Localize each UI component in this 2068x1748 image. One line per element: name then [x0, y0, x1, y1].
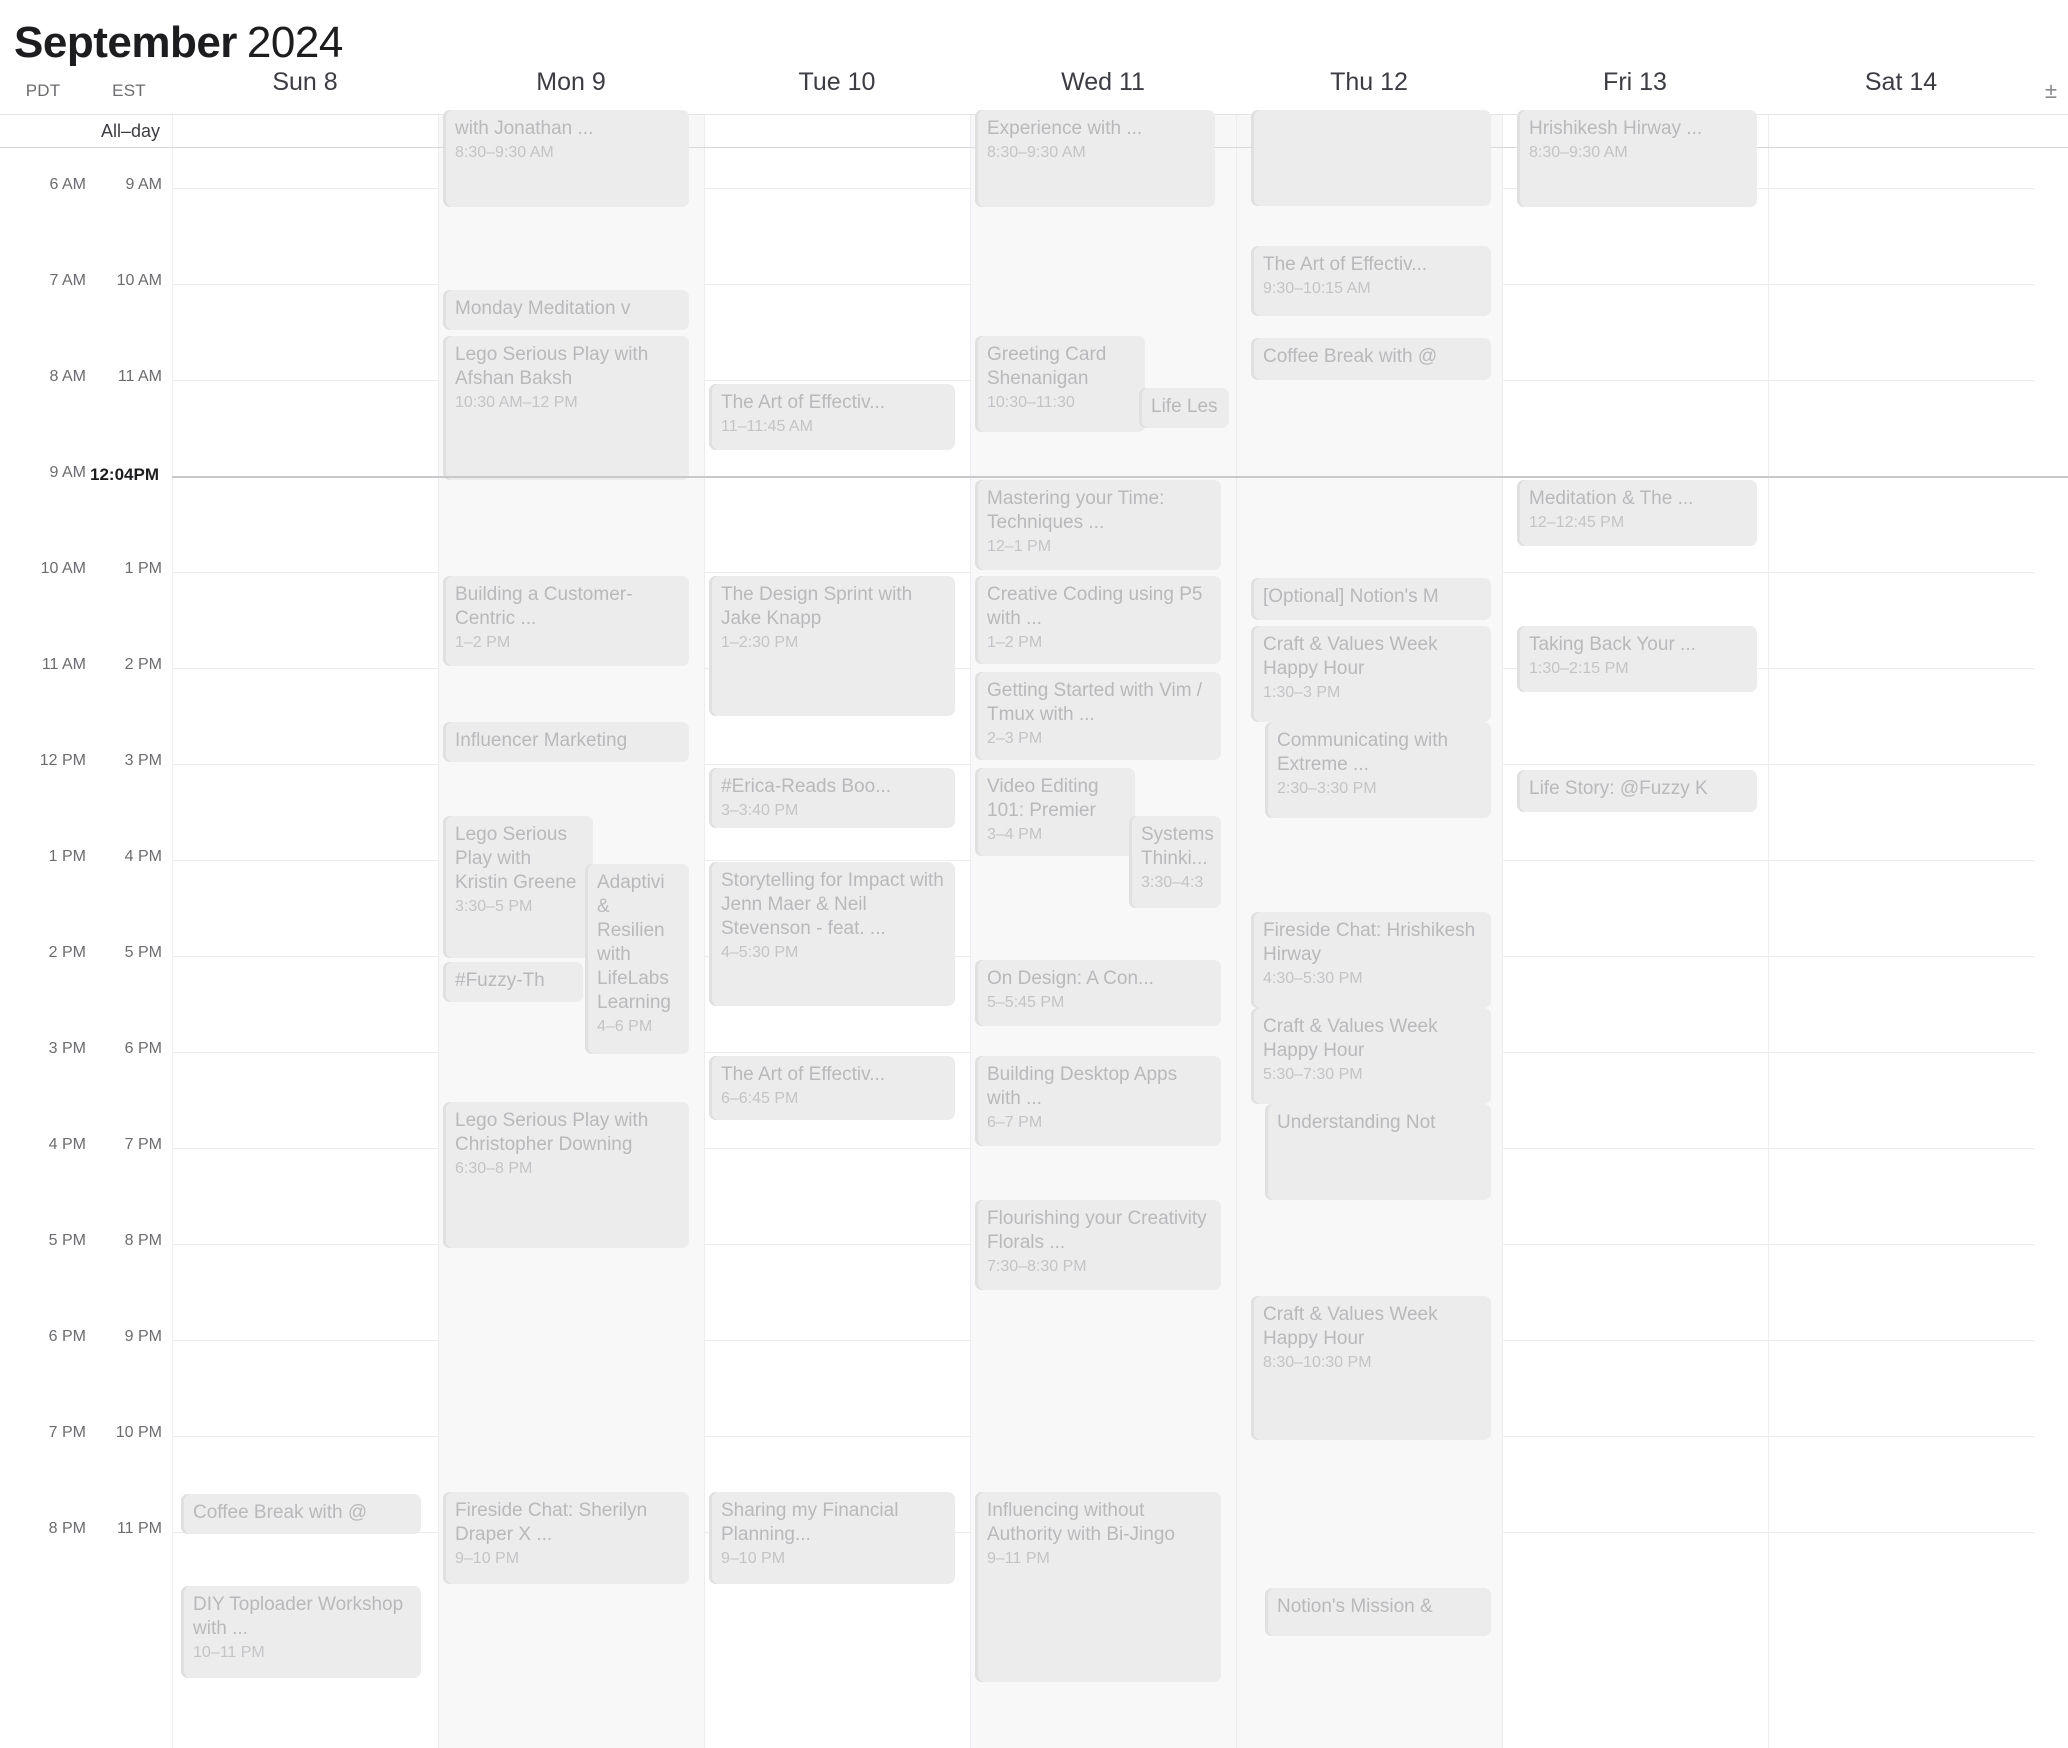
- timezone-labels: [0, 68, 172, 114]
- event-title: Craft & Values Week Happy Hour: [1263, 634, 1438, 679]
- event-block[interactable]: [1251, 1296, 1491, 1440]
- event-block[interactable]: [1251, 578, 1491, 620]
- event-block[interactable]: [443, 576, 689, 666]
- event-block[interactable]: [443, 816, 593, 958]
- day-header-sat[interactable]: Sat 14: [1864, 68, 1938, 96]
- event-block[interactable]: [1265, 1588, 1491, 1636]
- event-title: Coffee Break with @: [193, 1502, 368, 1523]
- all-day-label: All–day: [100, 121, 160, 141]
- event-title: Lego Serious Play with Afshan Baksh: [455, 344, 649, 389]
- event-block[interactable]: [1129, 816, 1221, 908]
- event-block[interactable]: [181, 1586, 421, 1678]
- hour-label-pdt: 11 AM: [41, 656, 86, 673]
- current-time-line: [172, 476, 2068, 478]
- event-title: Creative Coding using P5 with ...: [987, 584, 1203, 629]
- event-title: Coffee Break with @: [1263, 346, 1438, 367]
- event-time: 9–10 PM: [455, 1550, 520, 1567]
- event-time: 9–11 PM: [987, 1550, 1050, 1567]
- hour-label-pdt: 4 PM: [48, 1136, 86, 1153]
- hour-label-est: 3 PM: [124, 752, 162, 769]
- event-time: 2–3 PM: [987, 730, 1043, 747]
- event-time: 3–4 PM: [987, 826, 1043, 843]
- event-block[interactable]: [709, 1056, 955, 1120]
- event-title: The Art of Effectiv...: [721, 392, 886, 413]
- event-block[interactable]: [1251, 338, 1491, 380]
- event-title: Understanding Not: [1277, 1112, 1436, 1133]
- event-block[interactable]: [975, 1492, 1221, 1682]
- event-title: Building Desktop Apps with ...: [987, 1064, 1178, 1109]
- day-column-sat[interactable]: [1768, 148, 2034, 1748]
- event-block[interactable]: [585, 864, 689, 1054]
- hour-label-est: 11 PM: [116, 1520, 162, 1537]
- event-block[interactable]: [1517, 770, 1757, 812]
- day-header-row: [0, 68, 2068, 114]
- hour-label-pdt: 5 PM: [48, 1232, 86, 1249]
- calendar-header: [0, 0, 2068, 68]
- day-header-sun[interactable]: Sun 8: [272, 68, 338, 96]
- event-block[interactable]: [975, 336, 1145, 432]
- event-block[interactable]: [1265, 1104, 1491, 1200]
- hour-label-pdt: 7 AM: [49, 272, 86, 289]
- hour-label-est: 10 AM: [116, 272, 162, 289]
- event-block[interactable]: [1251, 626, 1491, 722]
- page-title-year: 2024: [246, 18, 343, 67]
- event-time: 1:30–2:15 PM: [1529, 660, 1629, 677]
- event-block[interactable]: [1265, 722, 1491, 818]
- hour-label-pdt: 6 PM: [48, 1328, 86, 1345]
- event-block[interactable]: [1517, 110, 1757, 207]
- event-title: #Erica-Reads Boo...: [721, 776, 892, 797]
- hour-label-est: 4 PM: [124, 848, 162, 865]
- hour-label-column: [0, 148, 172, 1748]
- event-title: Notion's Mission &: [1277, 1596, 1433, 1617]
- day-header-fri[interactable]: Fri 13: [1603, 68, 1667, 96]
- hour-label-est: 10 PM: [115, 1424, 162, 1441]
- event-block[interactable]: [1517, 480, 1757, 546]
- event-time: 8:30–9:30 AM: [987, 144, 1086, 161]
- event-block[interactable]: [709, 862, 955, 1006]
- event-block[interactable]: [443, 336, 689, 480]
- event-title: Flourishing your Creativity Florals ...: [987, 1208, 1207, 1253]
- all-day-spacer: [2034, 115, 2068, 147]
- event-block[interactable]: [443, 722, 689, 762]
- hour-label-pdt: 9 AM: [49, 464, 86, 481]
- event-block[interactable]: [975, 768, 1135, 856]
- event-block[interactable]: [709, 768, 955, 828]
- hour-label-est: 7 PM: [124, 1136, 162, 1153]
- event-block[interactable]: [709, 384, 955, 450]
- event-time: 8:30–9:30 AM: [1529, 144, 1628, 161]
- day-header-mon[interactable]: Mon 9: [536, 68, 606, 96]
- event-title: Experience with ...: [987, 118, 1143, 139]
- event-time: 3:30–5 PM: [455, 898, 533, 915]
- day-column-sun[interactable]: [172, 148, 438, 1748]
- hour-label-est: 6 PM: [124, 1040, 162, 1057]
- event-title: Adaptivi & Resilien with LifeLabs Learning: [597, 872, 671, 1013]
- event-block[interactable]: [443, 110, 689, 207]
- hour-label-est: 8 PM: [124, 1232, 162, 1249]
- hour-label-est: 2 PM: [124, 656, 162, 673]
- all-day-cell-sun[interactable]: [172, 115, 438, 147]
- hour-label-est: 9 PM: [124, 1328, 162, 1345]
- event-block[interactable]: [975, 1200, 1221, 1290]
- event-title: Communicating with Extreme ...: [1277, 730, 1449, 775]
- hour-label-pdt: 3 PM: [48, 1040, 86, 1057]
- event-time: 4–6 PM: [597, 1018, 653, 1035]
- hour-label-pdt: 1 PM: [48, 848, 86, 865]
- hour-label-pdt: 8 PM: [48, 1520, 86, 1537]
- event-time: 4–5:30 PM: [721, 944, 799, 961]
- event-time: 2:30–3:30 PM: [1277, 780, 1377, 797]
- day-column-fri[interactable]: [1502, 118, 1768, 1748]
- event-title: Building a Customer-Centric ...: [455, 584, 633, 629]
- event-time: 3–3:40 PM: [721, 802, 799, 819]
- event-title: Mastering your Time: Techniques ...: [987, 488, 1165, 533]
- hour-label-est: 1 PM: [124, 560, 162, 577]
- event-title: The Art of Effectiv...: [721, 1064, 886, 1085]
- event-title: Monday Meditation v: [455, 298, 631, 319]
- event-time: 8:30–10:30 PM: [1263, 1354, 1372, 1371]
- event-block[interactable]: [709, 576, 955, 716]
- event-title: Meditation & The ...: [1529, 488, 1694, 509]
- event-time: 5–5:45 PM: [987, 994, 1065, 1011]
- day-column-wed[interactable]: [970, 118, 1236, 1748]
- event-block[interactable]: [443, 962, 583, 1002]
- event-time: 5:30–7:30 PM: [1263, 1066, 1363, 1083]
- event-title: Life Story: @Fuzzy K: [1529, 778, 1708, 799]
- event-block[interactable]: [975, 110, 1215, 207]
- event-title: #Fuzzy-Th: [455, 970, 545, 991]
- event-block[interactable]: [975, 672, 1221, 760]
- day-column-tue[interactable]: [704, 148, 970, 1748]
- hour-label-est: 5 PM: [124, 944, 162, 961]
- event-title: Fireside Chat: Hrishikesh Hirway: [1263, 920, 1476, 965]
- event-time: 1–2:30 PM: [721, 634, 799, 651]
- timezone-left-label: PDT: [25, 81, 61, 100]
- hour-label-pdt: 8 AM: [49, 368, 86, 385]
- event-title: with Jonathan ...: [455, 118, 594, 139]
- day-column-thu[interactable]: [1236, 148, 1502, 1748]
- event-title: Greeting Card Shenanigan: [987, 344, 1107, 389]
- hour-label-pdt: 7 PM: [48, 1424, 86, 1441]
- event-title: The Design Sprint with Jake Knapp: [721, 584, 913, 629]
- event-title: Craft & Values Week Happy Hour: [1263, 1016, 1438, 1061]
- event-time: 10–11 PM: [193, 1644, 265, 1661]
- event-title: Lego Serious Play with Christopher Downing: [455, 1110, 649, 1155]
- event-block[interactable]: [1139, 388, 1229, 428]
- timezone-right-label: EST: [112, 81, 146, 100]
- hour-label-pdt: 10 AM: [40, 560, 86, 577]
- hour-label-est: 9 AM: [125, 176, 162, 193]
- event-block[interactable]: [443, 1492, 689, 1584]
- event-block[interactable]: [975, 1056, 1221, 1146]
- event-block[interactable]: [709, 1492, 955, 1584]
- event-block[interactable]: [975, 576, 1221, 664]
- event-time: 10:30–11:30: [987, 394, 1075, 411]
- day-header-tue[interactable]: Tue 10: [798, 68, 876, 96]
- all-day-cell-sat[interactable]: [1768, 115, 2034, 147]
- event-title: [Optional] Notion's M: [1263, 586, 1439, 607]
- event-title: Sharing my Financial Planning...: [721, 1500, 899, 1545]
- event-title: Lego Serious Play with Kristin Greene: [455, 824, 577, 893]
- event-time: 1–2 PM: [987, 634, 1043, 651]
- event-block[interactable]: [975, 480, 1221, 570]
- event-block[interactable]: [1251, 246, 1491, 316]
- event-title: Life Les: [1151, 396, 1218, 417]
- event-title: Influencing without Authority with Bi-Jingo: [987, 1500, 1175, 1545]
- event-block[interactable]: [443, 290, 689, 330]
- hour-label-est: 11 AM: [117, 368, 162, 385]
- zoom-plus-minus-icon[interactable]: ±: [2044, 78, 2058, 103]
- event-block[interactable]: [443, 1102, 689, 1248]
- event-time: 11–11:45 AM: [721, 418, 813, 435]
- event-title: Hrishikesh Hirway ...: [1529, 118, 1703, 139]
- day-header-wed[interactable]: Wed 11: [1061, 68, 1145, 96]
- event-title: Taking Back Your ...: [1529, 634, 1696, 655]
- event-time: 9:30–10:15 AM: [1263, 280, 1371, 297]
- event-title: DIY Toploader Workshop with ...: [193, 1594, 404, 1639]
- grid-right-gutter: [2034, 148, 2068, 1748]
- event-title: Influencer Marketing: [455, 730, 628, 751]
- event-block[interactable]: [1251, 1008, 1491, 1104]
- event-time: 6–7 PM: [987, 1114, 1043, 1131]
- hour-label-pdt: 12 PM: [39, 752, 86, 769]
- event-time: 7:30–8:30 PM: [987, 1258, 1087, 1275]
- event-time: 1–2 PM: [455, 634, 511, 651]
- event-title: Systems Thinki...: [1141, 824, 1214, 869]
- event-title: The Art of Effectiv...: [1263, 254, 1428, 275]
- event-time: 8:30–9:30 AM: [455, 144, 554, 161]
- event-time: 3:30–4:3: [1141, 874, 1204, 891]
- page-title-month: September: [14, 18, 237, 67]
- event-time: 9–10 PM: [721, 1550, 786, 1567]
- event-title: Craft & Values Week Happy Hour: [1263, 1304, 1438, 1349]
- event-time: 1:30–3 PM: [1263, 684, 1341, 701]
- event-title: On Design: A Con...: [987, 968, 1154, 989]
- day-column-mon[interactable]: [438, 118, 704, 1748]
- current-time-label: 12:04PM: [90, 465, 159, 484]
- event-title: Storytelling for Impact with Jenn Maer & Neil Stevenson - feat. ...: [721, 870, 944, 939]
- day-header-thu[interactable]: Thu 12: [1330, 68, 1408, 96]
- event-block[interactable]: [1517, 626, 1757, 692]
- event-time: 6:30–8 PM: [455, 1160, 533, 1177]
- event-time: 12–1 PM: [987, 538, 1052, 555]
- event-block[interactable]: [1251, 912, 1491, 1008]
- event-block[interactable]: [181, 1494, 421, 1534]
- hour-label-pdt: 6 AM: [49, 176, 86, 193]
- all-day-cell-tue[interactable]: [704, 115, 970, 147]
- event-title: Video Editing 101: Premier: [987, 776, 1099, 821]
- event-time: 4:30–5:30 PM: [1263, 970, 1363, 987]
- event-time: 12–12:45 PM: [1529, 514, 1625, 531]
- event-block[interactable]: [975, 960, 1221, 1026]
- event-time: 6–6:45 PM: [721, 1090, 799, 1107]
- hour-label-pdt: 2 PM: [48, 944, 86, 961]
- event-title: Fireside Chat: Sherilyn Draper X ...: [455, 1500, 648, 1545]
- event-title: Getting Started with Vim / Tmux with ...: [987, 680, 1203, 725]
- event-time: 10:30 AM–12 PM: [455, 394, 578, 411]
- event-block[interactable]: [1251, 110, 1491, 206]
